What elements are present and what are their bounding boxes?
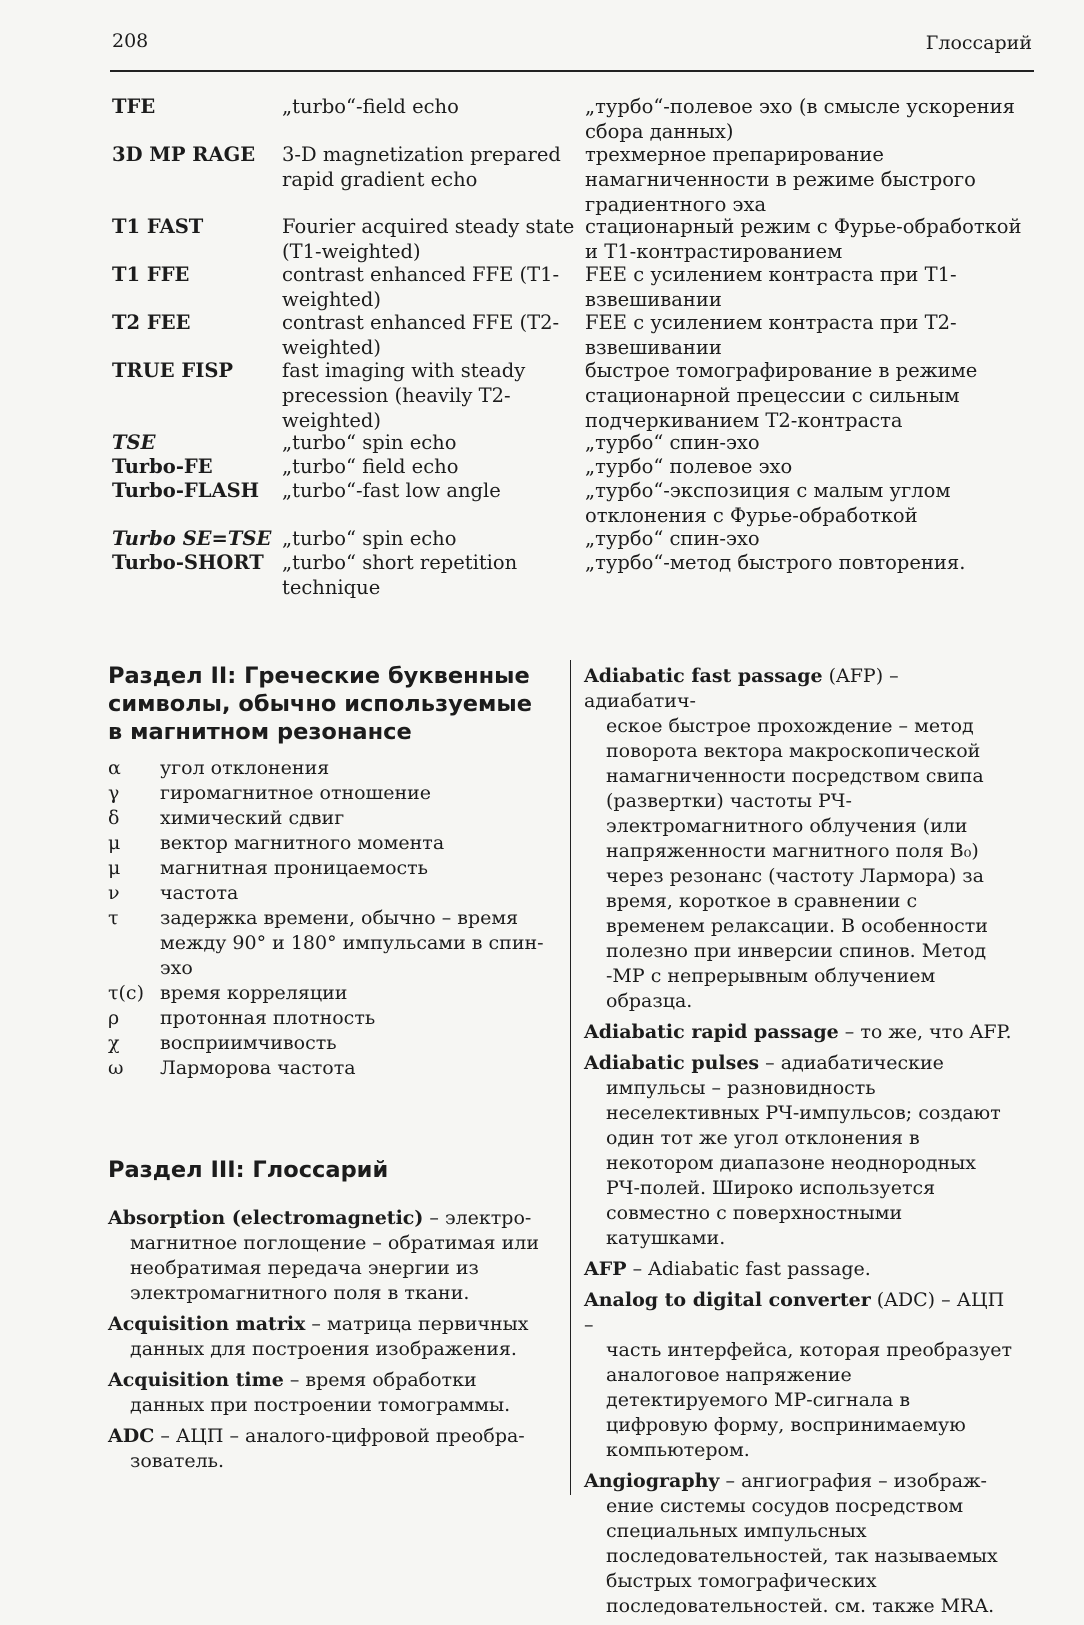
- abbreviation-english: „turbo“-field echo: [282, 95, 459, 118]
- abbreviation-russian: FEE с усилением контраста при Т2-взвешивании: [585, 311, 957, 359]
- symbol-description: частота: [160, 882, 239, 904]
- glossary-definition: – матрица первичных: [305, 1313, 529, 1335]
- section-2-title: Раздел II: Греческие буквенные символы, обычно используемые в магнитном резонансе: [108, 663, 533, 745]
- symbol-row: [108, 756, 548, 781]
- abbreviation-russian: „турбо“-экспозиция с малым углом отклонения с Фурье-обработкой: [585, 479, 951, 527]
- symbol-description: гиромагнитное отношение: [160, 782, 432, 804]
- abbreviation-russian: быстрое томографирование в режиме стационарной прецессии с сильным подчеркиванием Т2-контраста: [585, 359, 978, 432]
- glossary-entry: [108, 1206, 548, 1306]
- symbol-row: [108, 806, 548, 831]
- glossary-definition: – адиабатические: [759, 1052, 944, 1074]
- greek-symbol: μ: [108, 857, 121, 879]
- abbreviation-russian: „турбо“-полевое эхо (в смысле ускорения сбора данных): [585, 95, 1015, 143]
- abbreviation-russian: стационарный режим с Фурье-обработкой и Т1-контрастированием: [585, 215, 1022, 263]
- glossary-term: Adiabatic pulses: [584, 1052, 760, 1074]
- abbreviation-term: Turbo-SHORT: [112, 551, 264, 574]
- glossary-entry: [584, 1469, 1014, 1619]
- glossary-definition-cont: зователь.: [130, 1450, 225, 1472]
- glossary-entry: [584, 1288, 1014, 1463]
- glossary-definition-cont: ение системы сосудов посредством специальных импульсных последовательностей, так называемых быстрых томографических последовательностей. см. также MRA.: [606, 1495, 998, 1617]
- symbol-row: [108, 856, 548, 881]
- abbreviation-term: T1 FAST: [112, 215, 204, 238]
- glossary-term: Adiabatic rapid passage: [584, 1021, 839, 1043]
- glossary-term: Acquisition time: [108, 1369, 284, 1391]
- symbol-row: [108, 1056, 548, 1081]
- glossary-definition: (AFP) – адиабатич-: [584, 665, 899, 712]
- abbreviation-english: „turbo“ field echo: [282, 455, 459, 478]
- abbreviation-russian: трехмерное препарирование намагниченности в режиме быстрого градиентного эха: [585, 143, 976, 216]
- glossary-entry: [584, 664, 1014, 1014]
- abbreviation-english: „turbo“-fast low angle: [282, 479, 501, 502]
- greek-symbol: τ(c): [108, 982, 144, 1004]
- glossary-definition-cont: часть интерфейса, которая преобразует аналоговое напряжение детектируемого МР-сигнала в цифровую форму, воспринимаемую компьютером.: [606, 1339, 1013, 1461]
- glossary-definition: – ангиография – изображ-: [719, 1470, 987, 1492]
- glossary-definition: – электро-: [423, 1207, 532, 1229]
- symbol-row: [108, 781, 548, 806]
- glossary-term: ADC: [108, 1425, 155, 1447]
- abbreviation-term: T2 FEE: [112, 311, 191, 334]
- abbreviation-russian: FEE с усилением контраста при Т1-взвешивании: [585, 263, 957, 311]
- symbol-row: [108, 981, 548, 1006]
- symbol-row: [108, 906, 548, 981]
- section-2: [108, 662, 548, 1081]
- greek-symbol: γ: [108, 782, 120, 804]
- symbol-description: вектор магнитного момента: [160, 832, 445, 854]
- glossary-entry: [108, 1312, 548, 1362]
- greek-symbol: ν: [108, 882, 120, 904]
- column-rule: [570, 660, 571, 1495]
- abbreviation-english: Fourier acquired steady state (T1-weighted): [282, 215, 575, 263]
- glossary-entry: [108, 1368, 548, 1418]
- abbreviation-english: 3-D magnetization prepared rapid gradient echo: [282, 143, 561, 191]
- symbol-description: время корреляции: [160, 982, 348, 1004]
- glossary-definition: – время обработки: [283, 1369, 477, 1391]
- greek-symbol: μ: [108, 832, 121, 854]
- symbol-description: магнитная проницаемость: [160, 857, 429, 879]
- glossary-term: Angiography: [584, 1470, 720, 1492]
- glossary-term: Analog to digital converter: [584, 1289, 871, 1311]
- glossary-definition-cont: еское быстрое прохождение – метод поворота вектора макроскопической намагниченности посредством свипа (развертки) частоты РЧ-электромагнитного облучения (или напряженности магнитного поля B₀) через резонанс (частоту Лармора) за время, короткое в сравнении с временем релаксации. В особенности полезно при инверсии спинов. Метод -МР с непрерывным облучением образца.: [606, 715, 988, 1012]
- page-number: 208: [112, 30, 149, 52]
- glossary-term: Acquisition matrix: [108, 1313, 306, 1335]
- greek-symbol: α: [108, 757, 121, 779]
- greek-symbol: χ: [108, 1032, 120, 1054]
- section-3-left: [108, 1156, 548, 1480]
- symbol-row: [108, 1006, 548, 1031]
- symbol-row: [108, 1031, 548, 1056]
- glossary-term: Adiabatic fast passage: [584, 665, 823, 687]
- abbreviation-english: „turbo“ short repetition technique: [282, 551, 518, 599]
- symbol-description: химический сдвиг: [160, 807, 345, 829]
- glossary-entry: [584, 1051, 1014, 1251]
- symbol-row: [108, 881, 548, 906]
- abbreviation-term: TFE: [112, 95, 156, 118]
- symbol-row: [108, 831, 548, 856]
- glossary-entry: [584, 1020, 1014, 1045]
- glossary-definition: (ADC) – АЦП –: [584, 1289, 1005, 1336]
- abbreviation-russian: „турбо“ спин-эхо: [585, 431, 760, 454]
- abbreviation-term: TRUE FISP: [112, 359, 234, 382]
- abbreviation-english: „turbo“ spin echo: [282, 431, 457, 454]
- symbol-list: [108, 756, 548, 1081]
- glossary-definition: – Adiabatic fast passage.: [626, 1258, 871, 1280]
- symbol-description: протонная плотность: [160, 1007, 376, 1029]
- abbreviation-english: „turbo“ spin echo: [282, 527, 457, 550]
- glossary-definition: – то же, что AFP.: [838, 1021, 1012, 1043]
- abbreviation-english: contrast enhanced FFE (T1-weighted): [282, 263, 560, 311]
- glossary-definition-cont: магнитное поглощение – обратимая или необратимая передача энергии из электромагнитного поля в ткани.: [130, 1232, 539, 1304]
- glossary-definition-cont: импульсы – разновидность неселективных РЧ-импульсов; создают один тот же угол отклонения в некотором диапазоне неоднородных РЧ-полей. Широко используется совместно с поверхностными катушками.: [606, 1077, 1001, 1249]
- symbol-description: задержка времени, обычно – время между 90° и 180° импульсами в спин-эхо: [160, 907, 544, 979]
- greek-symbol: ρ: [108, 1007, 120, 1029]
- abbreviation-term: Turbo SE=TSE: [112, 527, 272, 550]
- abbreviation-term: Turbo-FLASH: [112, 479, 260, 502]
- glossary-definition-cont: данных для построения изображения.: [130, 1338, 517, 1360]
- section-3-title: Раздел III: Глоссарий: [108, 1157, 389, 1183]
- greek-symbol: ω: [108, 1057, 124, 1079]
- symbol-description: угол отклонения: [160, 757, 330, 779]
- glossary-definition-cont: данных при построении томограммы.: [130, 1394, 511, 1416]
- header-rule: [110, 70, 1034, 72]
- abbreviation-russian: „турбо“-метод быстрого повторения.: [585, 551, 966, 574]
- glossary-term: AFP: [584, 1258, 627, 1280]
- abbreviation-english: contrast enhanced FFE (T2-weighted): [282, 311, 560, 359]
- abbreviation-russian: „турбо“ спин-эхо: [585, 527, 760, 550]
- glossary-definition: – АЦП – аналого-цифровой преобра-: [154, 1425, 525, 1447]
- abbreviation-term: TSE: [112, 431, 156, 454]
- abbreviation-term: Turbo-FE: [112, 455, 213, 478]
- greek-symbol: τ: [108, 907, 119, 929]
- symbol-description: восприимчивость: [160, 1032, 337, 1054]
- symbol-description: Ларморова частота: [160, 1057, 356, 1079]
- greek-symbol: δ: [108, 807, 120, 829]
- glossary-term: Absorption (electromagnetic): [108, 1207, 424, 1229]
- glossary-entry: [108, 1424, 548, 1474]
- section-3-right: [584, 664, 1014, 1625]
- glossary-entry: [584, 1257, 1014, 1282]
- abbreviation-english: fast imaging with steady precession (heavily T2-weighted): [282, 359, 526, 432]
- abbreviation-term: T1 FFE: [112, 263, 190, 286]
- running-title: Глоссарий: [925, 32, 1032, 54]
- abbreviation-term: 3D MP RAGE: [112, 143, 256, 166]
- abbreviation-russian: „турбо“ полевое эхо: [585, 455, 793, 478]
